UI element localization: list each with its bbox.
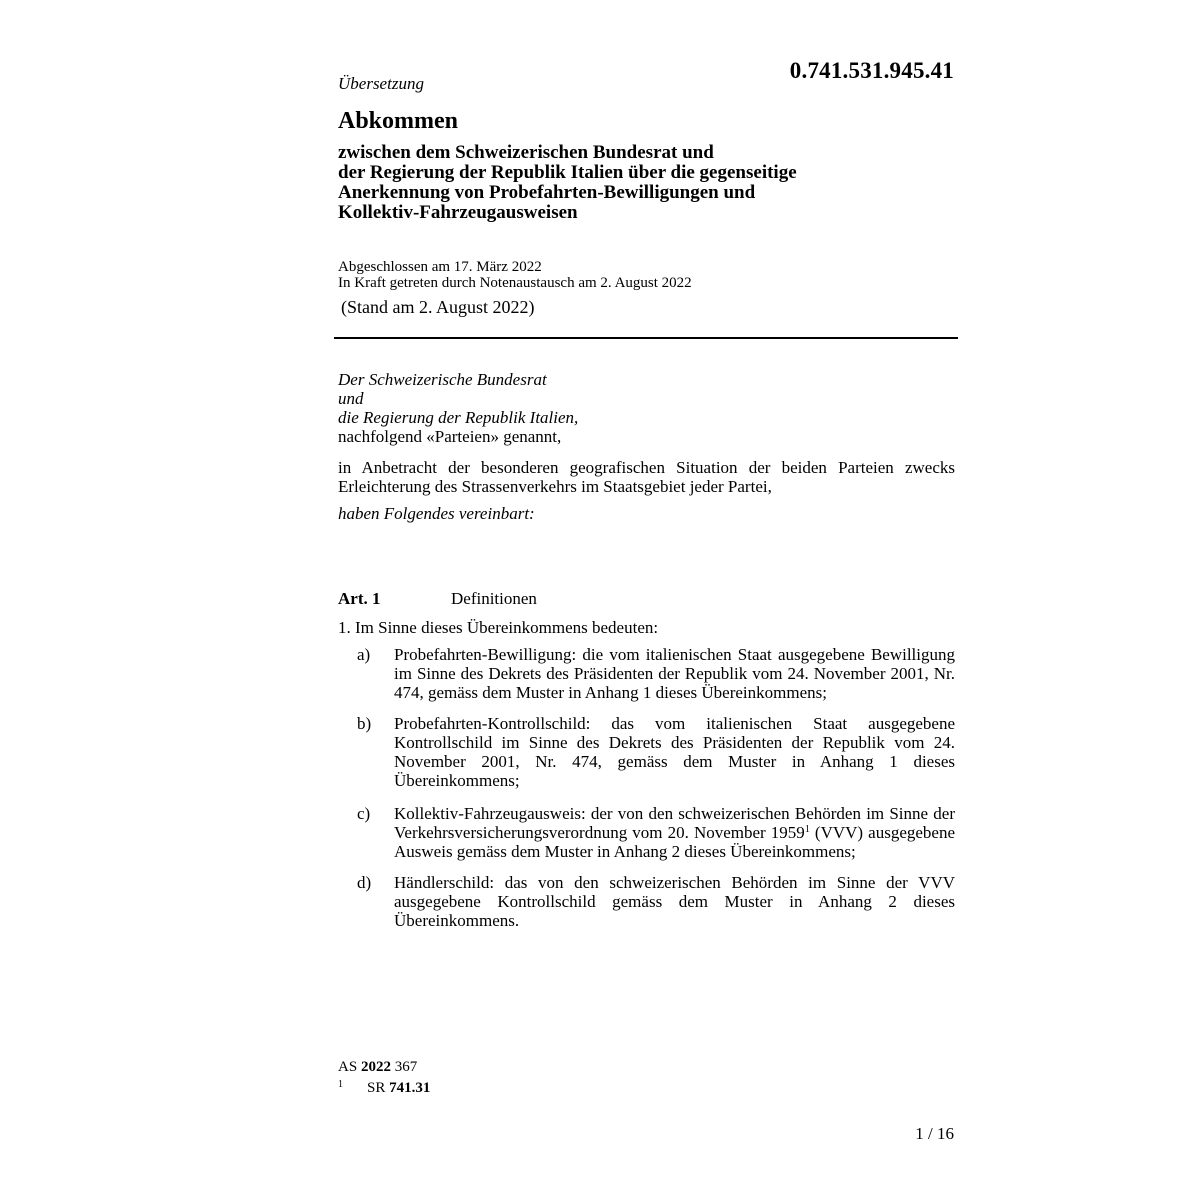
document-subtitle: [338, 143, 958, 223]
footnote-reference[interactable]: 1: [804, 824, 810, 835]
item-text-part: (VVV) ausgegebene Ausweis gemäss dem Muster in Anhang 2 dieses Übereinkommens;: [394, 823, 955, 861]
divider-rule: [334, 337, 958, 339]
item-label: d): [357, 873, 372, 892]
subtitle-line: der Regierung der Republik Italien über die gegenseitige: [338, 162, 797, 183]
parties-designation: nachfolgend «Parteien» genannt,: [338, 427, 562, 446]
subtitle-line: zwischen dem Schweizerischen Bundesrat und: [338, 142, 714, 163]
concluded-date: Abgeschlossen am 17. März 2022: [338, 259, 542, 275]
page-number: 1 / 16: [915, 1124, 954, 1143]
definition-item-a: [357, 645, 955, 702]
conjunction: und: [338, 389, 364, 408]
item-text: Probefahrten-Bewilligung: die vom italienischen Staat ausgegebene Bewilligung im Sinne des Dekrets des Präsidenten der Republik vom 24. November 2001, Nr. 474, gemäss dem Muster in Anhang 1 dieses Übereinkommens;: [394, 645, 955, 702]
document-title: Abkommen: [338, 108, 459, 134]
agreed-text: haben Folgendes vereinbart:: [338, 504, 535, 523]
as-reference: [338, 1059, 417, 1076]
party-italy: die Regierung der Republik Italien,: [338, 408, 579, 427]
translation-label: Übersetzung: [338, 74, 424, 93]
status-date: (Stand am 2. August 2022): [341, 297, 535, 317]
article-paragraph: 1. Im Sinne dieses Übereinkommens bedeuten:: [338, 618, 659, 637]
definition-item-b: [357, 714, 955, 790]
item-text-part: Kollektiv-Fahrzeugausweis: der von den schweizerischen Behörden im Sinne der Verkehrsversicherungsverordnung vom 20. November 1959: [394, 804, 955, 842]
item-text: Probefahrten-Kontrollschild: das vom italienischen Staat ausgegebene Kontrollschild im Sinne des Dekrets des Präsidenten der Republik vom 24. November 2001, Nr. 474, gemäss dem Muster in Anhang 1 dieses Übereinkommens;: [394, 714, 955, 790]
as-year: 2022: [360, 1059, 391, 1075]
footnote-prefix: SR: [367, 1080, 386, 1096]
party-swiss: Der Schweizerische Bundesrat: [338, 370, 547, 389]
item-text: Händlerschild: das von den schweizerischen Behörden im Sinne der VVV ausgegebene Kontrollschild gemäss dem Muster in Anhang 2 dieses Übereinkommens.: [394, 873, 955, 930]
entry-into-force-date: In Kraft getreten durch Notenaustausch am 2. August 2022: [338, 275, 692, 291]
definition-item-d: [357, 873, 955, 930]
dates-block: [338, 259, 692, 291]
item-label: b): [357, 714, 372, 733]
preamble: [338, 370, 955, 446]
footnote-sr-ref[interactable]: 741.31: [389, 1080, 431, 1096]
item-label: c): [357, 804, 371, 823]
item-label: a): [357, 645, 371, 664]
definition-item-c: [357, 804, 955, 861]
as-page: 367: [394, 1059, 418, 1075]
sr-number: 0.741.531.945.41: [789, 58, 954, 83]
article-title: Definitionen: [451, 589, 537, 608]
footnote-number: 1: [338, 1079, 343, 1090]
subtitle-line: Anerkennung von Probefahrten-Bewilligungen und: [338, 182, 756, 203]
consideration-text: in Anbetracht der besonderen geografischen Situation der beiden Parteien zwecks Erleichterung des Strassenverkehrs im Staatsgebiet jeder Partei,: [338, 458, 955, 496]
item-text: [394, 804, 955, 861]
footnote: [338, 1079, 430, 1097]
article-number: Art. 1: [338, 589, 381, 608]
as-prefix: AS: [338, 1059, 358, 1075]
subtitle-line: Kollektiv-Fahrzeugausweisen: [338, 202, 578, 223]
